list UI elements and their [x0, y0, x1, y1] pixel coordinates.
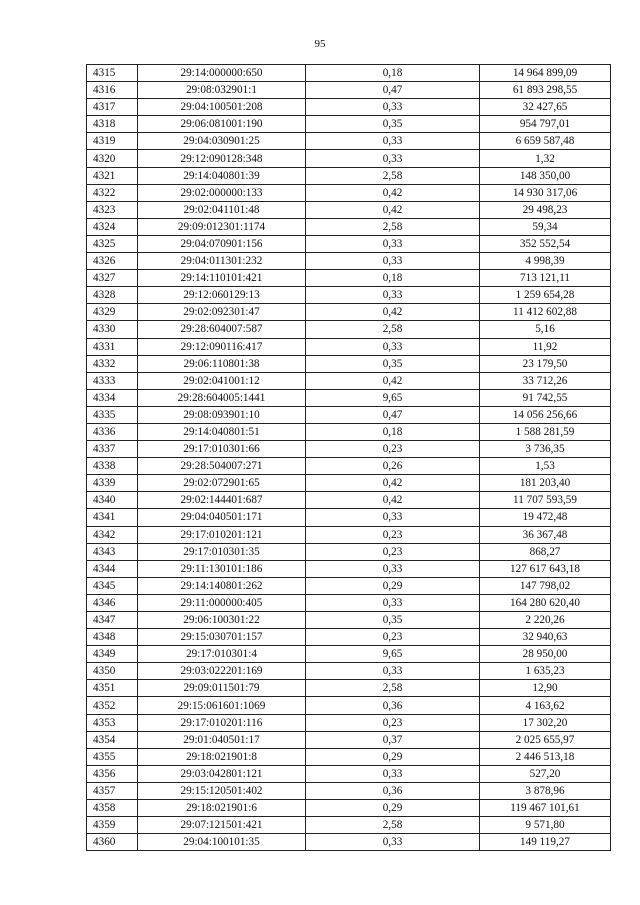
value-cell: 11 707 593,59	[480, 492, 611, 509]
rate-cell: 0,26	[306, 458, 480, 475]
row-number-cell: 4328	[87, 287, 138, 304]
rate-cell: 9,65	[306, 646, 480, 663]
rate-cell: 0,29	[306, 748, 480, 765]
value-cell: 59,34	[480, 218, 611, 235]
row-number-cell: 4344	[87, 560, 138, 577]
value-cell: 6 659 587,48	[480, 133, 611, 150]
value-cell: 148 350,00	[480, 167, 611, 184]
cadastral-number-cell: 29:04:100501:208	[138, 99, 306, 116]
rate-cell: 2,58	[306, 321, 480, 338]
value-cell: 527,20	[480, 765, 611, 782]
cadastral-number-cell: 29:14:110101:421	[138, 270, 306, 287]
value-cell: 9 571,80	[480, 817, 611, 834]
cadastral-number-cell: 29:03:042801:121	[138, 765, 306, 782]
table-row	[87, 765, 611, 782]
cadastral-number-cell: 29:28:604005:1441	[138, 389, 306, 406]
rate-cell: 0,42	[306, 184, 480, 201]
table-row	[87, 748, 611, 765]
row-number-cell: 4338	[87, 458, 138, 475]
value-cell: 17 302,20	[480, 714, 611, 731]
cadastral-number-cell: 29:08:032901:1	[138, 82, 306, 99]
row-number-cell: 4318	[87, 116, 138, 133]
rate-cell: 0,18	[306, 423, 480, 440]
row-number-cell: 4320	[87, 150, 138, 167]
value-cell: 14 930 317,06	[480, 184, 611, 201]
cadastral-number-cell: 29:28:504007:271	[138, 458, 306, 475]
row-number-cell: 4340	[87, 492, 138, 509]
row-number-cell: 4359	[87, 817, 138, 834]
value-cell: 33 712,26	[480, 372, 611, 389]
row-number-cell: 4332	[87, 355, 138, 372]
rate-cell: 0,23	[306, 441, 480, 458]
table-row	[87, 270, 611, 287]
value-cell: 119 467 101,61	[480, 800, 611, 817]
rate-cell: 2,58	[306, 680, 480, 697]
row-number-cell: 4330	[87, 321, 138, 338]
row-number-cell: 4319	[87, 133, 138, 150]
table-row	[87, 355, 611, 372]
cadastral-number-cell: 29:15:120501:402	[138, 782, 306, 799]
row-number-cell: 4323	[87, 201, 138, 218]
cadastral-number-cell: 29:07:121501:421	[138, 817, 306, 834]
value-cell: 2 025 655,97	[480, 731, 611, 748]
rate-cell: 0,42	[306, 372, 480, 389]
row-number-cell: 4352	[87, 697, 138, 714]
value-cell: 11,92	[480, 338, 611, 355]
value-cell: 11 412 602,88	[480, 304, 611, 321]
cadastral-number-cell: 29:15:061601:1069	[138, 697, 306, 714]
rate-cell: 0,35	[306, 116, 480, 133]
table-row	[87, 817, 611, 834]
row-number-cell: 4345	[87, 577, 138, 594]
value-cell: 14 056 256,66	[480, 406, 611, 423]
table-row	[87, 680, 611, 697]
table-row	[87, 372, 611, 389]
value-cell: 2 446 513,18	[480, 748, 611, 765]
table-row	[87, 65, 611, 82]
row-number-cell: 4353	[87, 714, 138, 731]
table-row	[87, 646, 611, 663]
table-row	[87, 441, 611, 458]
table-row	[87, 133, 611, 150]
rate-cell: 0,29	[306, 577, 480, 594]
row-number-cell: 4326	[87, 253, 138, 270]
row-number-cell: 4346	[87, 594, 138, 611]
table-row	[87, 167, 611, 184]
row-number-cell: 4348	[87, 629, 138, 646]
cadastral-number-cell: 29:11:000000:405	[138, 594, 306, 611]
value-cell: 4 998,39	[480, 253, 611, 270]
table-row	[87, 458, 611, 475]
table-row	[87, 253, 611, 270]
value-cell: 23 179,50	[480, 355, 611, 372]
row-number-cell: 4355	[87, 748, 138, 765]
cadastral-number-cell: 29:02:144401:687	[138, 492, 306, 509]
row-number-cell: 4327	[87, 270, 138, 287]
table-row	[87, 201, 611, 218]
cadastral-number-cell: 29:02:041001:12	[138, 372, 306, 389]
value-cell: 1,53	[480, 458, 611, 475]
rate-cell: 0,23	[306, 629, 480, 646]
cadastral-number-cell: 29:15:030701:157	[138, 629, 306, 646]
table-row	[87, 782, 611, 799]
rate-cell: 0,33	[306, 765, 480, 782]
rate-cell: 0,33	[306, 99, 480, 116]
value-cell: 352 552,54	[480, 235, 611, 252]
table-row	[87, 509, 611, 526]
row-number-cell: 4343	[87, 543, 138, 560]
table-row	[87, 82, 611, 99]
rate-cell: 9,65	[306, 389, 480, 406]
row-number-cell: 4331	[87, 338, 138, 355]
value-cell: 3 878,96	[480, 782, 611, 799]
table-row	[87, 150, 611, 167]
data-table	[86, 64, 611, 851]
table-row	[87, 577, 611, 594]
value-cell: 1 588 281,59	[480, 423, 611, 440]
rate-cell: 0,37	[306, 731, 480, 748]
value-cell: 149 119,27	[480, 834, 611, 851]
rate-cell: 0,33	[306, 287, 480, 304]
rate-cell: 0,23	[306, 526, 480, 543]
row-number-cell: 4337	[87, 441, 138, 458]
cadastral-number-cell: 29:18:021901:6	[138, 800, 306, 817]
cadastral-number-cell: 29:02:092301:47	[138, 304, 306, 321]
cadastral-number-cell: 29:12:090116:417	[138, 338, 306, 355]
table-row	[87, 594, 611, 611]
row-number-cell: 4349	[87, 646, 138, 663]
cadastral-number-cell: 29:14:140801:262	[138, 577, 306, 594]
table-row	[87, 338, 611, 355]
value-cell: 32 940,63	[480, 629, 611, 646]
table-row	[87, 184, 611, 201]
rate-cell: 0,33	[306, 133, 480, 150]
table-row	[87, 321, 611, 338]
table-row	[87, 235, 611, 252]
cadastral-number-cell: 29:18:021901:8	[138, 748, 306, 765]
value-cell: 868,27	[480, 543, 611, 560]
cadastral-number-cell: 29:14:040801:39	[138, 167, 306, 184]
row-number-cell: 4339	[87, 475, 138, 492]
rate-cell: 2,58	[306, 817, 480, 834]
table-body	[87, 65, 611, 851]
value-cell: 181 203,40	[480, 475, 611, 492]
cadastral-number-cell: 29:02:072901:65	[138, 475, 306, 492]
value-cell: 713 121,11	[480, 270, 611, 287]
row-number-cell: 4357	[87, 782, 138, 799]
table-row	[87, 304, 611, 321]
table-row	[87, 492, 611, 509]
row-number-cell: 4322	[87, 184, 138, 201]
row-number-cell: 4354	[87, 731, 138, 748]
table-row	[87, 99, 611, 116]
rate-cell: 0,33	[306, 594, 480, 611]
table-row	[87, 731, 611, 748]
rate-cell: 0,35	[306, 355, 480, 372]
cadastral-number-cell: 29:06:100301:22	[138, 612, 306, 629]
value-cell: 32 427,65	[480, 99, 611, 116]
row-number-cell: 4358	[87, 800, 138, 817]
value-cell: 5,16	[480, 321, 611, 338]
page-number: 95	[314, 38, 326, 50]
table-row	[87, 406, 611, 423]
rate-cell: 0,42	[306, 475, 480, 492]
cadastral-number-cell: 29:17:010201:116	[138, 714, 306, 731]
value-cell: 1,32	[480, 150, 611, 167]
rate-cell: 0,33	[306, 150, 480, 167]
cadastral-number-cell: 29:17:010301:66	[138, 441, 306, 458]
row-number-cell: 4347	[87, 612, 138, 629]
row-number-cell: 4356	[87, 765, 138, 782]
rate-cell: 2,58	[306, 218, 480, 235]
rate-cell: 0,18	[306, 65, 480, 82]
cadastral-number-cell: 29:01:040501:17	[138, 731, 306, 748]
rate-cell: 0,33	[306, 560, 480, 577]
value-cell: 4 163,62	[480, 697, 611, 714]
rate-cell: 0,33	[306, 663, 480, 680]
cadastral-number-cell: 29:17:010201:121	[138, 526, 306, 543]
value-cell: 147 798,02	[480, 577, 611, 594]
rate-cell: 0,23	[306, 543, 480, 560]
rate-cell: 0,33	[306, 235, 480, 252]
rate-cell: 0,42	[306, 304, 480, 321]
row-number-cell: 4360	[87, 834, 138, 851]
rate-cell: 0,42	[306, 492, 480, 509]
row-number-cell: 4317	[87, 99, 138, 116]
cadastral-number-cell: 29:12:090128:348	[138, 150, 306, 167]
value-cell: 12,90	[480, 680, 611, 697]
rate-cell: 0,47	[306, 82, 480, 99]
cadastral-number-cell: 29:08:093901:10	[138, 406, 306, 423]
cadastral-number-cell: 29:28:604007:587	[138, 321, 306, 338]
cadastral-number-cell: 29:14:000000:650	[138, 65, 306, 82]
rate-cell: 0,36	[306, 697, 480, 714]
table-row	[87, 218, 611, 235]
table-row	[87, 697, 611, 714]
rate-cell: 0,33	[306, 834, 480, 851]
cadastral-number-cell: 29:04:030901:25	[138, 133, 306, 150]
table-row	[87, 663, 611, 680]
table-row	[87, 116, 611, 133]
value-cell: 14 964 899,09	[480, 65, 611, 82]
row-number-cell: 4335	[87, 406, 138, 423]
rate-cell: 0,35	[306, 612, 480, 629]
cadastral-number-cell: 29:06:110801:38	[138, 355, 306, 372]
cadastral-number-cell: 29:17:010301:35	[138, 543, 306, 560]
cadastral-number-cell: 29:17:010301:4	[138, 646, 306, 663]
row-number-cell: 4341	[87, 509, 138, 526]
table-row	[87, 287, 611, 304]
row-number-cell: 4315	[87, 65, 138, 82]
rate-cell: 0,23	[306, 714, 480, 731]
cadastral-number-cell: 29:14:040801:51	[138, 423, 306, 440]
row-number-cell: 4333	[87, 372, 138, 389]
row-number-cell: 4351	[87, 680, 138, 697]
rate-cell: 0,18	[306, 270, 480, 287]
value-cell: 164 280 620,40	[480, 594, 611, 611]
value-cell: 954 797,01	[480, 116, 611, 133]
table-row	[87, 560, 611, 577]
value-cell: 1 259 654,28	[480, 287, 611, 304]
cadastral-number-cell: 29:03:022201:169	[138, 663, 306, 680]
value-cell: 1 635,23	[480, 663, 611, 680]
value-cell: 3 736,35	[480, 441, 611, 458]
table-row	[87, 526, 611, 543]
row-number-cell: 4321	[87, 167, 138, 184]
value-cell: 36 367,48	[480, 526, 611, 543]
table-row	[87, 475, 611, 492]
cadastral-number-cell: 29:04:070901:156	[138, 235, 306, 252]
table-row	[87, 543, 611, 560]
rate-cell: 0,33	[306, 338, 480, 355]
value-cell: 91 742,55	[480, 389, 611, 406]
cadastral-number-cell: 29:02:000000:133	[138, 184, 306, 201]
table-row	[87, 423, 611, 440]
rate-cell: 0,33	[306, 253, 480, 270]
cadastral-number-cell: 29:09:011501:79	[138, 680, 306, 697]
cadastral-number-cell: 29:04:040501:171	[138, 509, 306, 526]
cadastral-number-cell: 29:04:100101:35	[138, 834, 306, 851]
row-number-cell: 4334	[87, 389, 138, 406]
table-row	[87, 834, 611, 851]
table-row	[87, 800, 611, 817]
row-number-cell: 4324	[87, 218, 138, 235]
value-cell: 19 472,48	[480, 509, 611, 526]
rate-cell: 0,36	[306, 782, 480, 799]
value-cell: 29 498,23	[480, 201, 611, 218]
cadastral-number-cell: 29:02:041101:48	[138, 201, 306, 218]
table-row	[87, 389, 611, 406]
cadastral-number-cell: 29:04:011301:232	[138, 253, 306, 270]
rate-cell: 0,33	[306, 509, 480, 526]
value-cell: 2 220,26	[480, 612, 611, 629]
rate-cell: 0,42	[306, 201, 480, 218]
table-row	[87, 629, 611, 646]
row-number-cell: 4329	[87, 304, 138, 321]
cadastral-number-cell: 29:09:012301:1174	[138, 218, 306, 235]
cadastral-number-cell: 29:12:060129:13	[138, 287, 306, 304]
value-cell: 28 950,00	[480, 646, 611, 663]
value-cell: 127 617 643,18	[480, 560, 611, 577]
rate-cell: 2,58	[306, 167, 480, 184]
rate-cell: 0,29	[306, 800, 480, 817]
table-row	[87, 612, 611, 629]
cadastral-number-cell: 29:06:081001:190	[138, 116, 306, 133]
row-number-cell: 4325	[87, 235, 138, 252]
row-number-cell: 4336	[87, 423, 138, 440]
row-number-cell: 4342	[87, 526, 138, 543]
table-row	[87, 714, 611, 731]
cadastral-number-cell: 29:11:130101:186	[138, 560, 306, 577]
row-number-cell: 4350	[87, 663, 138, 680]
rate-cell: 0,47	[306, 406, 480, 423]
value-cell: 61 893 298,55	[480, 82, 611, 99]
row-number-cell: 4316	[87, 82, 138, 99]
